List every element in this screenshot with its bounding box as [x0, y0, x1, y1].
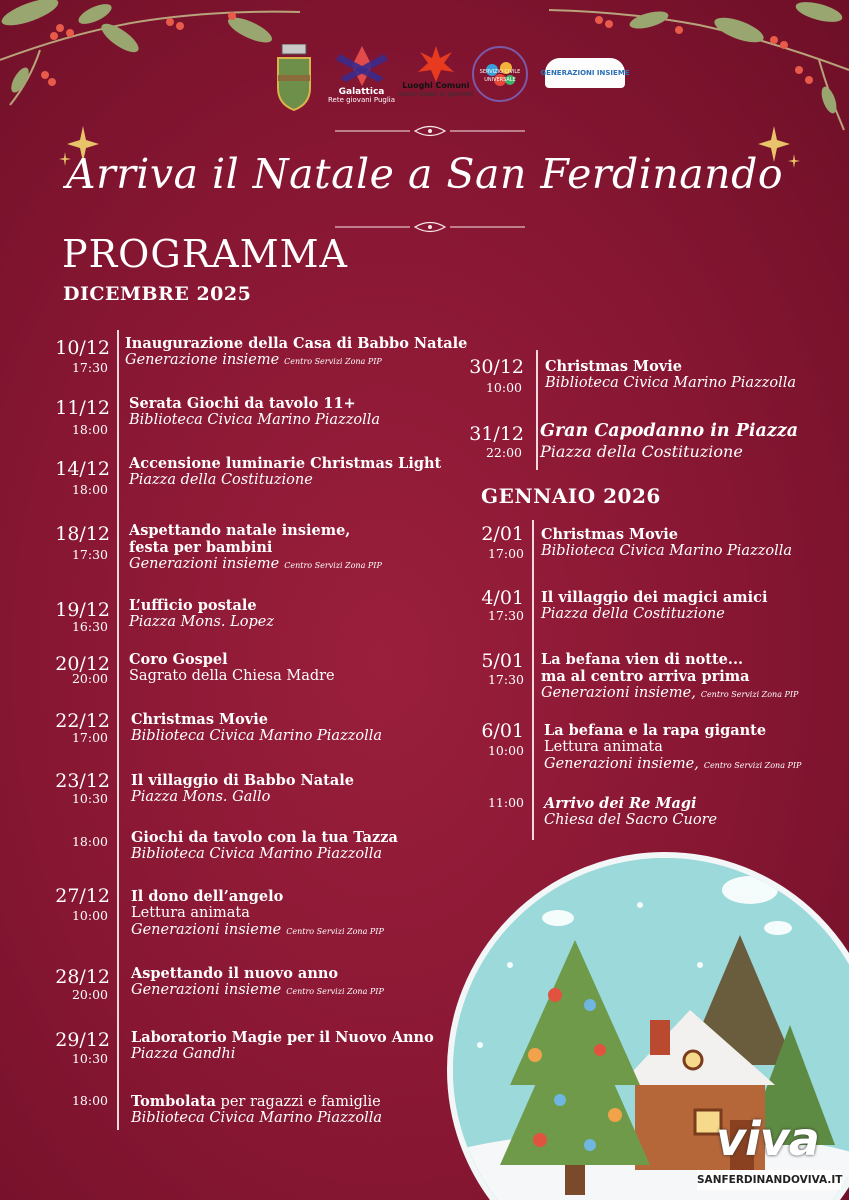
event-title: Inaugurazione della Casa di Babbo Natale — [125, 335, 468, 352]
event-time: 11:00 — [487, 795, 524, 810]
event-title: Accensione luminarie Christmas Light — [129, 455, 442, 472]
site-url-box — [697, 1170, 841, 1190]
bottom-ornament — [335, 218, 525, 236]
event-place: Piazza della Costituzione — [129, 472, 313, 488]
event-date: 31/12 — [469, 423, 524, 445]
event-title: La befana vien di notte... — [541, 651, 744, 668]
event-time: 17:30 — [71, 360, 108, 375]
event-date: 28/12 — [55, 966, 110, 988]
event-time: 17:00 — [487, 546, 524, 561]
event-place: Generazione insieme Centro Servizi Zona PIP — [125, 352, 382, 368]
event-place: Sagrato della Chiesa Madre — [129, 668, 335, 684]
event-time: 18:00 — [71, 1093, 108, 1108]
top-ornament — [335, 122, 525, 140]
timeline-divider-left — [117, 330, 119, 1130]
event-title-line2: festa per bambini — [129, 539, 273, 556]
event-date: 20/12 — [55, 653, 110, 675]
event-time: 20:00 — [71, 671, 108, 686]
event-place: Biblioteca Civica Marino Piazzolla — [131, 846, 383, 862]
event-title: Giochi da tavolo con la tua Tazza — [131, 829, 398, 846]
event-time: 18:00 — [71, 482, 108, 497]
site-url: SANFERDINANDOVIVA.IT — [697, 1174, 843, 1186]
event-title: Coro Gospel — [129, 651, 228, 668]
event-title: Serata Giochi da tavolo 11+ — [129, 395, 356, 412]
december-heading: DICEMBRE 2025 — [63, 283, 252, 305]
event-date: 27/12 — [55, 885, 110, 907]
event-title: Tombolata per ragazzi e famiglie — [131, 1093, 381, 1110]
event-place: Biblioteca Civica Marino Piazzolla — [129, 412, 381, 428]
event-date: 6/01 — [481, 720, 524, 742]
event-place: Biblioteca Civica Marino Piazzolla — [131, 728, 383, 744]
event-title: Christmas Movie — [131, 711, 268, 728]
event-place: Piazza Mons. Gallo — [131, 789, 271, 805]
event-time: 17:30 — [71, 547, 108, 562]
event-title: Aspettando natale insieme, — [129, 522, 351, 539]
event-place: Generazioni insieme, Centro Servizi Zona PIP — [544, 756, 802, 772]
luoghi-comuni-logo: Luoghi Comuni nuovi spazi ai giovani — [398, 44, 474, 98]
page-title: Arriva il Natale a San Ferdinando — [65, 150, 784, 198]
event-title-line2: ma al centro arriva prima — [541, 668, 750, 685]
event-date: 18/12 — [55, 523, 110, 545]
event-place: Generazioni insieme, Centro Servizi Zona PIP — [541, 685, 799, 701]
event-date: 23/12 — [55, 770, 110, 792]
timeline-divider-right-dec — [536, 350, 538, 470]
event-title: Aspettando il nuovo anno — [131, 965, 339, 982]
event-date: 10/12 — [55, 337, 110, 359]
event-time: 20:00 — [71, 987, 108, 1002]
event-place: Piazza Mons. Lopez — [129, 614, 275, 630]
event-place: Biblioteca Civica Marino Piazzolla — [131, 1110, 383, 1126]
event-title: Christmas Movie — [545, 358, 682, 375]
event-time: 18:00 — [71, 422, 108, 437]
event-date: 22/12 — [55, 710, 110, 732]
event-place: Piazza della Costituzione — [541, 606, 725, 622]
event-place: Chiesa del Sacro Cuore — [544, 812, 718, 828]
municipal-crest-logo — [274, 44, 314, 112]
event-time: 16:30 — [71, 619, 108, 634]
event-title: Arrivo dei Re Magi — [544, 795, 697, 812]
event-time: 17:00 — [71, 730, 108, 745]
viva-logo: viva — [716, 1112, 819, 1166]
event-time: 10:00 — [485, 380, 522, 395]
servizio-civile-logo: SERVIZIO CIVILE UNIVERSALE — [470, 44, 530, 104]
event-date: 11/12 — [55, 397, 110, 419]
event-time: 22:00 — [485, 445, 522, 460]
event-time: 17:30 — [487, 672, 524, 687]
event-date: 14/12 — [55, 458, 110, 480]
event-date: 29/12 — [55, 1029, 110, 1051]
event-place: Piazza Gandhi — [131, 1046, 236, 1062]
event-place: Generazioni insieme Centro Servizi Zona PIP — [131, 982, 384, 998]
event-place: Biblioteca Civica Marino Piazzolla — [541, 543, 793, 559]
event-subtitle: Lettura animata — [131, 905, 250, 921]
event-time: 10:00 — [487, 743, 524, 758]
event-title: Christmas Movie — [541, 526, 678, 543]
event-title: Laboratorio Magie per il Nuovo Anno — [131, 1029, 434, 1046]
event-date: 5/01 — [481, 650, 524, 672]
event-date: 30/12 — [469, 356, 524, 378]
event-title: Il villaggio dei magici amici — [541, 589, 768, 606]
event-time: 10:00 — [71, 908, 108, 923]
event-place: Biblioteca Civica Marino Piazzolla — [545, 375, 797, 391]
event-title: Il villaggio di Babbo Natale — [131, 772, 355, 789]
timeline-divider-right-jan — [532, 520, 534, 840]
event-time: 18:00 — [71, 834, 108, 849]
generazioni-insieme-logo: GENERAZIONI INSIEME — [545, 58, 625, 88]
galattica-logo: Galattica Rete giovani Puglia — [328, 44, 395, 104]
event-date: 4/01 — [481, 587, 524, 609]
event-title: Il dono dell’angelo — [131, 888, 284, 905]
event-time: 10:30 — [71, 791, 108, 806]
programma-heading: PROGRAMMA — [62, 232, 349, 276]
event-title: La befana e la rapa gigante — [544, 722, 767, 739]
event-time: 10:30 — [71, 1051, 108, 1066]
sponsor-logos — [262, 44, 632, 116]
event-title: L’ufficio postale — [129, 597, 257, 614]
january-heading: GENNAIO 2026 — [481, 484, 661, 508]
event-place: Generazioni insieme Centro Servizi Zona PIP — [131, 922, 384, 938]
event-date: 19/12 — [55, 599, 110, 621]
event-date: 2/01 — [481, 523, 524, 545]
event-subtitle: Lettura animata — [544, 739, 663, 755]
event-place: Piazza della Costituzione — [540, 442, 743, 461]
event-place: Generazioni insieme Centro Servizi Zona PIP — [129, 556, 382, 572]
event-time: 17:30 — [487, 608, 524, 623]
event-title: Gran Capodanno in Piazza — [540, 421, 799, 441]
